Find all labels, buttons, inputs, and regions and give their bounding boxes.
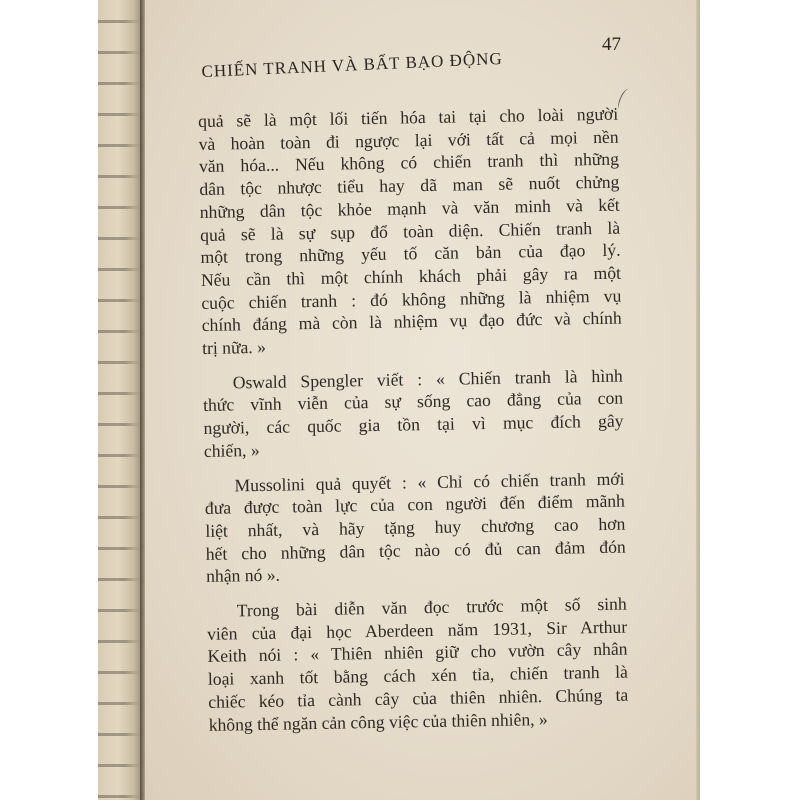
text-line: chiếc kéo tỉa cành cây của thiên nhiên. Chúng ta: [208, 684, 629, 712]
text-line: một trong những yếu tố căn bản của đạo lý.: [200, 239, 621, 268]
text-line: thức vĩnh viễn của sự sống cao đẳng của con: [202, 388, 624, 416]
previous-page-edge: [98, 0, 142, 800]
text-line: văn hóa... Nếu không có chiến tranh thì những: [198, 149, 620, 177]
running-head: CHIẾN TRANH VÀ BẤT BẠO ĐỘNG: [201, 48, 504, 82]
text-line: người, các quốc gia tồn tại vì mục đích gây: [203, 410, 624, 439]
paragraph: [207, 593, 629, 737]
text-line: chiến, »: [203, 439, 260, 461]
body-text: [198, 103, 629, 749]
text-line: những dân tộc khỏe mạnh và văn minh và kết: [199, 194, 620, 222]
paragraph: [203, 364, 625, 462]
text-line: đưa được toàn lực của con người đến điểm mãnh: [204, 490, 626, 519]
text-line: hết cho những dân tộc nào có đủ can đảm đón: [205, 536, 626, 564]
text-line: nhận nó ».: [205, 565, 281, 587]
page-header: [201, 34, 692, 82]
text-line: loại xanh tốt bằng cách xén tỉa, chiến tranh là: [207, 661, 629, 690]
book-page: [145, 0, 700, 800]
pencil-mark-icon: [616, 87, 633, 111]
page-number: 47: [602, 34, 621, 55]
text-line: quả sẽ là một lối tiến hóa tai tại cho loài người: [198, 103, 619, 131]
paragraph: [198, 103, 622, 360]
text-line: Keith nói : « Thiên nhiên giữ cho vườn cây nhân: [207, 639, 628, 667]
text-line: chính đáng mà còn là nhiệm vụ đạo đức và chính: [201, 307, 622, 336]
text-line: dân tộc nhược tiểu hay dã man sẽ nuốt chửng: [199, 171, 620, 200]
text-line: liệt nhất, và hãy tặng huy chương cao hơn: [205, 513, 626, 541]
photo-background: [700, 0, 800, 800]
text-line: Nếu cần thì một chính khách phải gây ra một: [200, 262, 622, 290]
text-line: quả sẽ là sự sụp đổ toàn diện. Chiến tranh là: [199, 217, 621, 245]
text-line: Oswald Spengler viết : « Chiến tranh là hình: [232, 365, 623, 393]
text-line: cuộc chiến tranh : đó không những là nhiệm vụ: [201, 285, 622, 313]
text-line: Mussolini quả quyết : « Chỉ có chiến tranh mới: [234, 468, 625, 495]
text-line: Trong bài diễn văn đọc trước một số sinh: [236, 593, 627, 621]
text-line: trị nữa. »: [201, 336, 267, 358]
text-line: viên của đại học Aberdeen năm 1931, Sir Arthur: [206, 616, 628, 644]
text-line: và hoàn toàn đi ngược lại với tất cả mọi nền: [198, 126, 619, 154]
paragraph: [204, 467, 626, 588]
text-line: không thể ngăn cản công việc của thiên nhiên, »: [208, 708, 548, 735]
previous-page-text-fragments: [98, 0, 142, 800]
